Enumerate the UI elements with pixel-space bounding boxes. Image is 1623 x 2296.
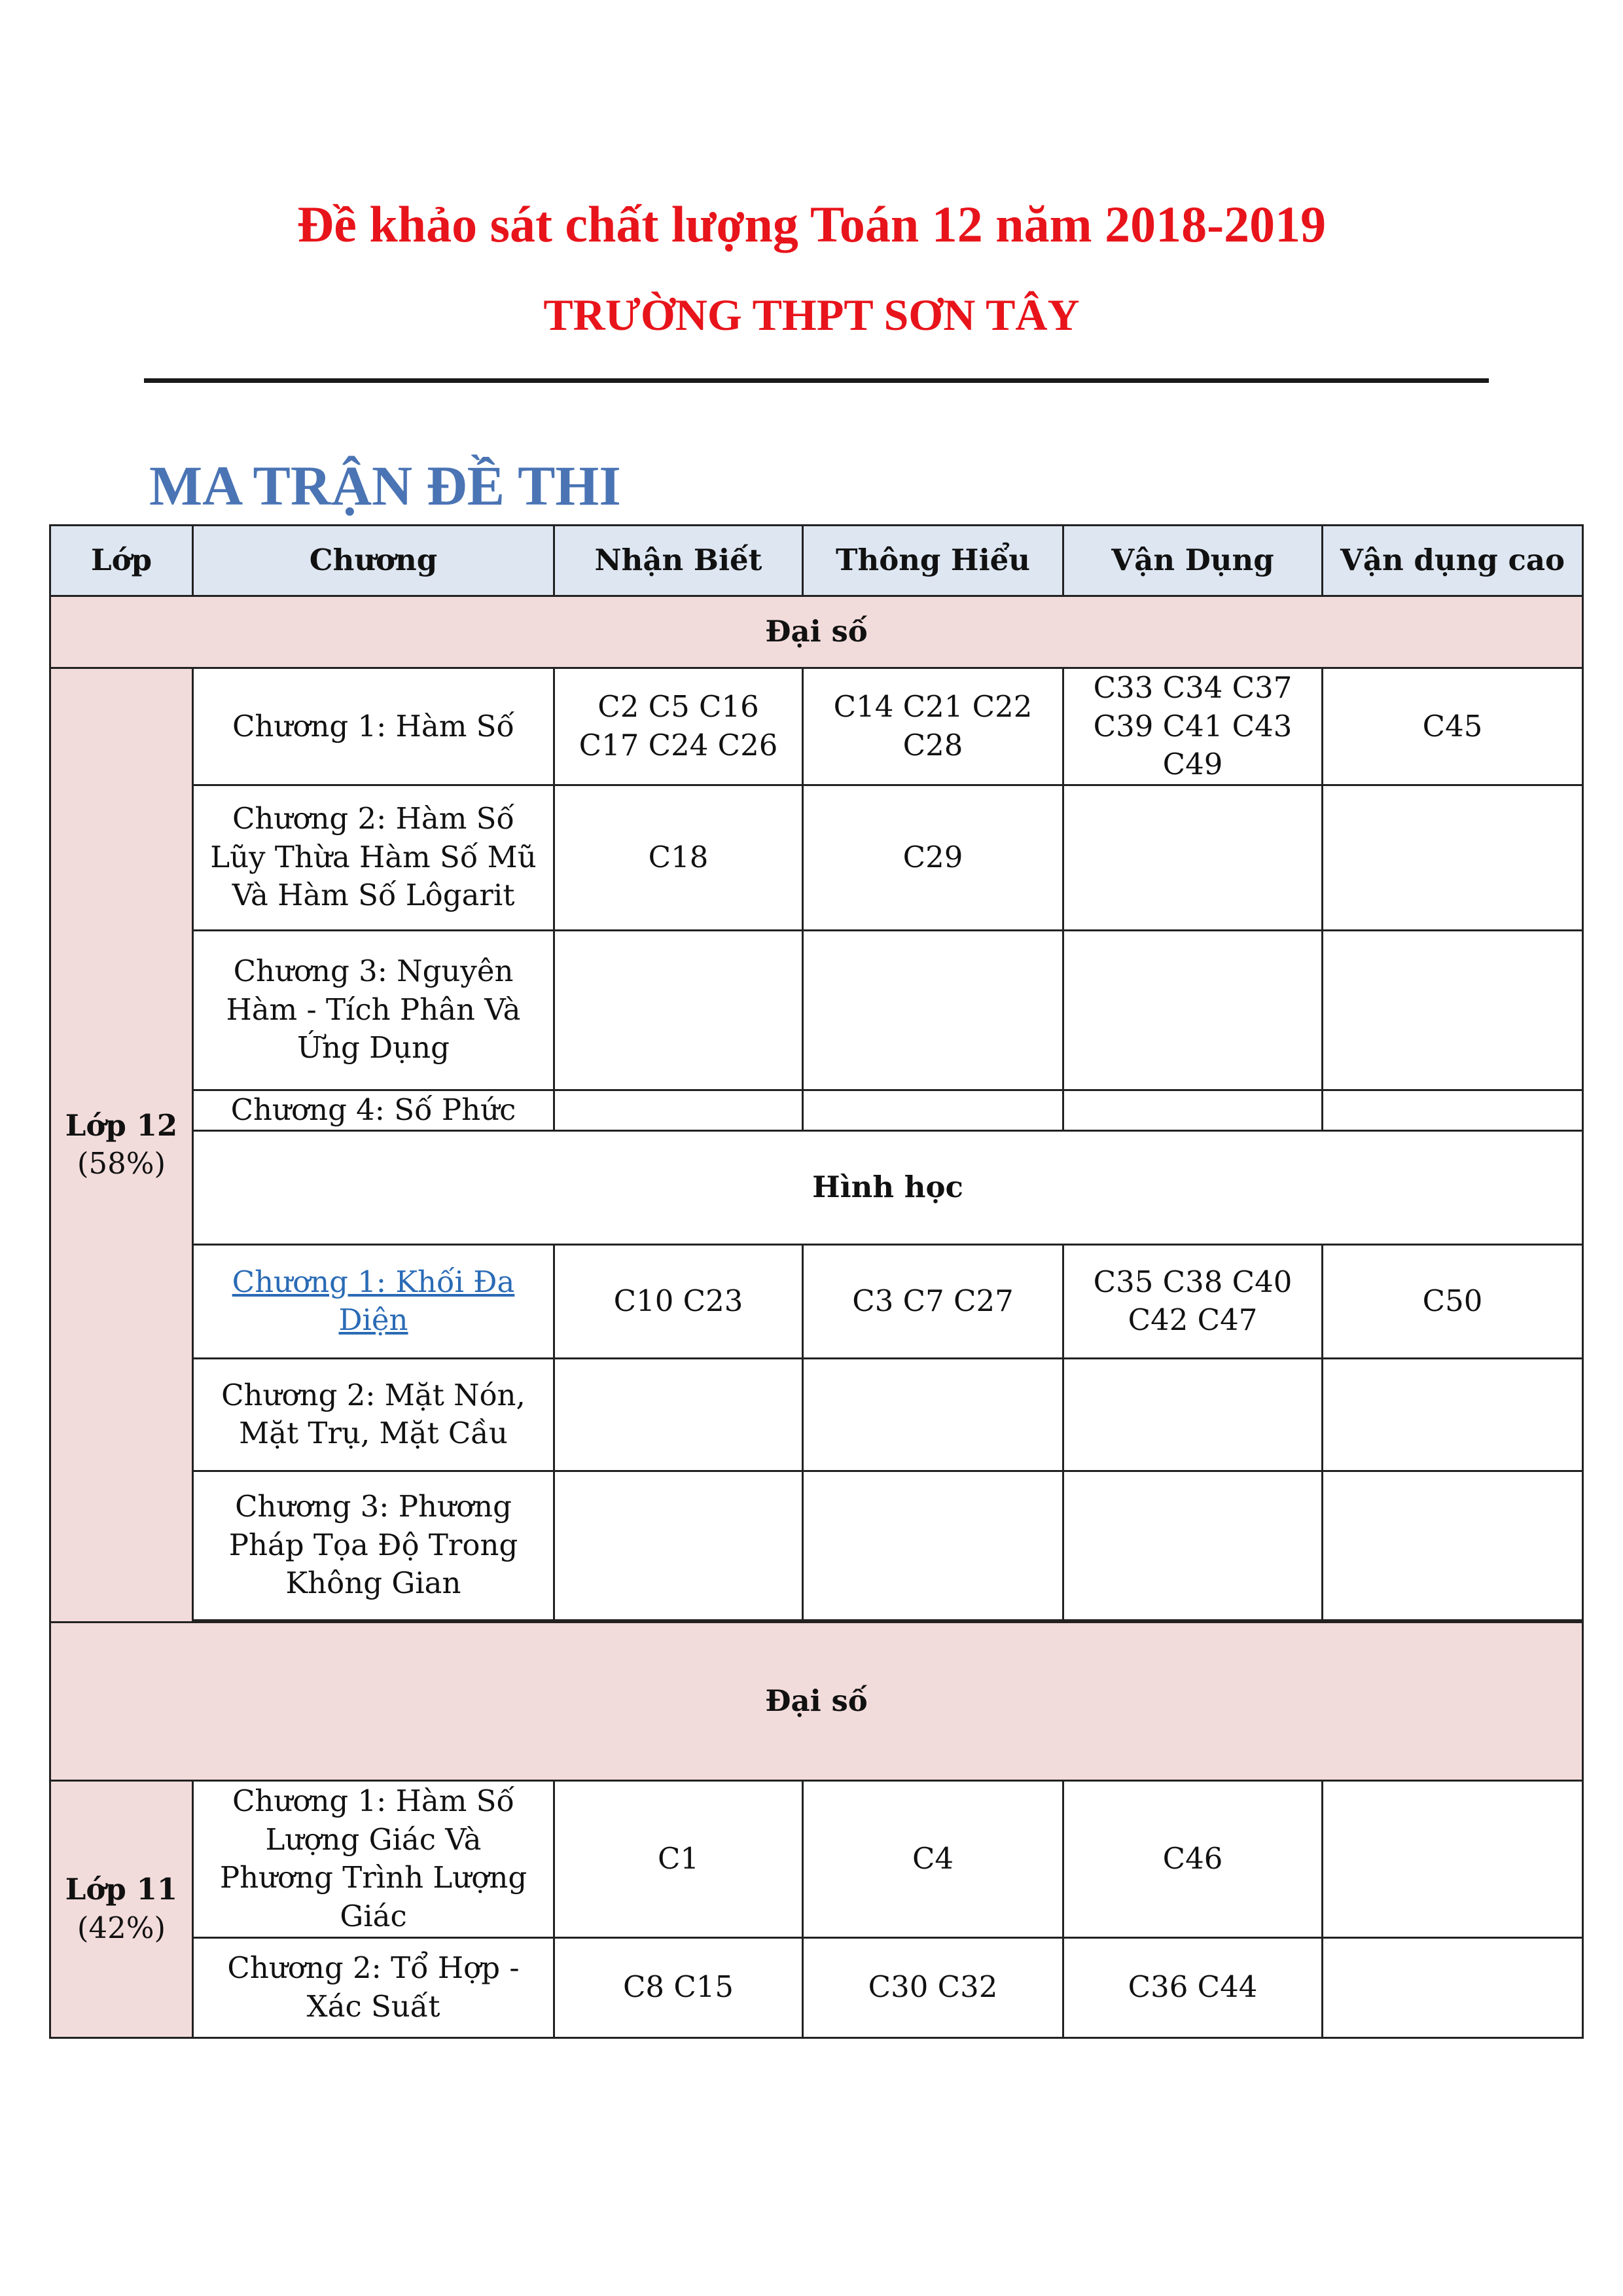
table-row <box>50 668 1583 785</box>
header-divider <box>144 378 1489 383</box>
comprehension-cell <box>803 1471 1063 1620</box>
grade-cell-12 <box>50 668 193 1623</box>
recognition-cell <box>554 1358 803 1471</box>
chapter-cell: Chương 1: Hàm Số <box>193 668 554 785</box>
comprehension-cell: C4 <box>803 1780 1063 1937</box>
chapter-cell: Chương 4: Số Phức <box>193 1090 554 1130</box>
chapter-cell: Chương 1: Hàm Số Lượng Giác Và Phương Trình Lượng Giác <box>193 1780 554 1937</box>
high-application-cell <box>1323 1780 1583 1937</box>
grade-name: Lớp 12 <box>65 1107 178 1143</box>
high-application-cell <box>1323 1471 1583 1620</box>
band-geometry: Hình học <box>193 1130 1583 1244</box>
comprehension-cell <box>803 930 1063 1090</box>
recognition-cell: C1 <box>554 1780 803 1937</box>
grade-name: Lớp 11 <box>65 1872 178 1907</box>
col-header-comprehension: Thông Hiểu <box>803 526 1063 596</box>
school-name: TRƯỜNG THPT SƠN TÂY <box>543 290 1080 340</box>
application-cell <box>1063 785 1323 930</box>
col-header-chapter: Chương <box>193 526 554 596</box>
col-header-grade: Lớp <box>50 526 193 596</box>
application-cell: C35 C38 C40 C42 C47 <box>1063 1244 1323 1358</box>
high-application-cell: C50 <box>1323 1244 1583 1358</box>
high-application-cell <box>1323 1358 1583 1471</box>
chapter-link[interactable]: Chương 1: Khối Đa Diện <box>232 1264 515 1337</box>
col-header-application: Vận Dụng <box>1063 526 1323 596</box>
application-cell: C33 C34 C37 C39 C41 C43 C49 <box>1063 668 1323 785</box>
high-application-cell <box>1323 930 1583 1090</box>
table-row <box>50 1244 1583 1358</box>
high-application-cell <box>1323 785 1583 930</box>
recognition-cell: C18 <box>554 785 803 930</box>
application-cell: C46 <box>1063 1780 1323 1937</box>
chapter-cell: Chương 3: Nguyên Hàm - Tích Phân Và Ứng Dụng <box>193 930 554 1090</box>
band-row-algebra-11 <box>50 1622 1583 1780</box>
table-row <box>50 1471 1583 1620</box>
band-row-algebra-12 <box>50 596 1583 668</box>
high-application-cell <box>1323 1937 1583 2037</box>
chapter-cell: Chương 2: Hàm Số Lũy Thừa Hàm Số Mũ Và Hàm Số Lôgarit <box>193 785 554 930</box>
chapter-cell: Chương 2: Tổ Hợp - Xác Suất <box>193 1937 554 2037</box>
table-row <box>50 930 1583 1090</box>
header-row <box>50 526 1583 596</box>
band-algebra-12: Đại số <box>50 596 1583 668</box>
application-cell <box>1063 930 1323 1090</box>
table-row <box>50 1780 1583 1937</box>
comprehension-cell <box>803 1358 1063 1471</box>
comprehension-cell: C30 C32 <box>803 1937 1063 2037</box>
col-header-recognition: Nhận Biết <box>554 526 803 596</box>
table-row <box>50 785 1583 930</box>
chapter-cell: Chương 2: Mặt Nón, Mặt Trụ, Mặt Cầu <box>193 1358 554 1471</box>
high-application-cell: C45 <box>1323 668 1583 785</box>
comprehension-cell: C3 C7 C27 <box>803 1244 1063 1358</box>
chapter-cell: Chương 3: Phương Pháp Tọa Độ Trong Không Gian <box>193 1471 554 1620</box>
band-row-geometry <box>50 1130 1583 1244</box>
application-cell <box>1063 1090 1323 1130</box>
table-row <box>50 1358 1583 1471</box>
grade-cell-11 <box>50 1780 193 2037</box>
exam-matrix-table <box>49 524 1584 2039</box>
chapter-cell <box>193 1244 554 1358</box>
recognition-cell <box>554 1471 803 1620</box>
application-cell <box>1063 1471 1323 1620</box>
table-row <box>50 1090 1583 1130</box>
high-application-cell <box>1323 1090 1583 1130</box>
recognition-cell <box>554 1090 803 1130</box>
comprehension-cell: C14 C21 C22 C28 <box>803 668 1063 785</box>
col-header-high-application: Vận dụng cao <box>1323 526 1583 596</box>
section-title: MA TRẬN ĐỀ THI <box>149 454 621 517</box>
application-cell <box>1063 1358 1323 1471</box>
recognition-cell: C10 C23 <box>554 1244 803 1358</box>
grade-percent: (58%) <box>77 1146 166 1181</box>
application-cell: C36 C44 <box>1063 1937 1323 2037</box>
recognition-cell: C2 C5 C16 C17 C24 C26 <box>554 668 803 785</box>
comprehension-cell: C29 <box>803 785 1063 930</box>
recognition-cell: C8 C15 <box>554 1937 803 2037</box>
grade-percent: (42%) <box>77 1910 166 1945</box>
table-row <box>50 1937 1583 2037</box>
document-title: Đề khảo sát chất lượng Toán 12 năm 2018-2019 <box>296 196 1327 253</box>
comprehension-cell <box>803 1090 1063 1130</box>
recognition-cell <box>554 930 803 1090</box>
band-algebra-11: Đại số <box>50 1622 1583 1780</box>
